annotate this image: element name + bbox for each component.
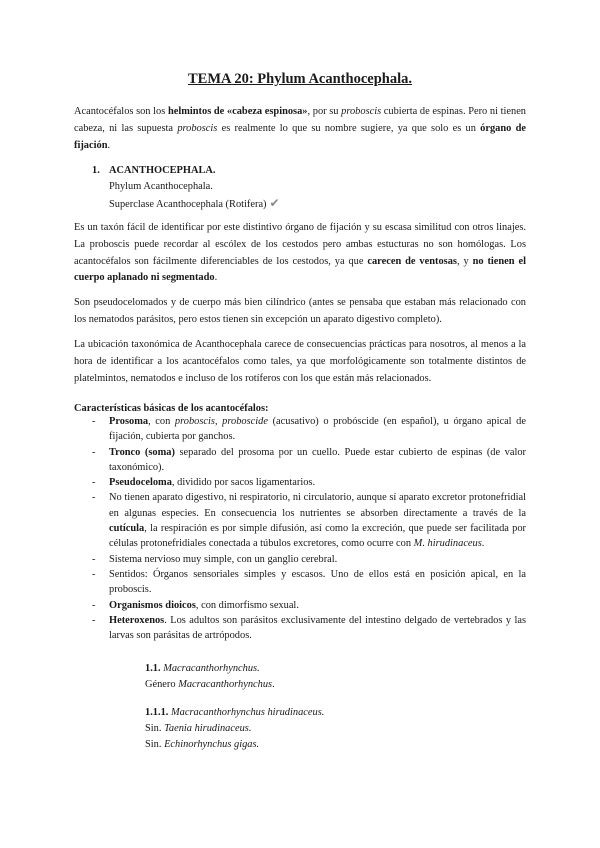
features-list bbox=[92, 414, 526, 643]
item-italic: M. hirudinaceus bbox=[413, 538, 482, 550]
subsection-heading bbox=[145, 661, 275, 677]
intro-text: . bbox=[107, 139, 111, 151]
checkmark-icon: ✔ bbox=[269, 196, 280, 211]
list-item bbox=[92, 567, 526, 598]
section-title: ACANTHOCEPHALA. bbox=[109, 165, 216, 176]
item-bold: Heteroxenos bbox=[109, 614, 165, 626]
item-text: , con bbox=[148, 416, 175, 427]
bullet-dash: - bbox=[92, 416, 96, 427]
list-item bbox=[92, 414, 526, 445]
genus-line bbox=[145, 677, 275, 693]
para-text: , y bbox=[456, 255, 473, 267]
list-item bbox=[92, 445, 526, 476]
list-item bbox=[92, 613, 526, 644]
subsection-name: Macracanthorhynchus. bbox=[163, 663, 260, 674]
para-text: Es un taxón fácil de identificar por este distintivo órgano de fijación y su escasa similitud con otros linajes. La proboscis puede recordar al escólex de los cestodos pero ambas estucturas no son homólogas. Los acantocéfalos son fácilmente diferenciables de los cestodos, ya que bbox=[74, 222, 526, 267]
genus-suffix: . bbox=[272, 679, 275, 690]
bullet-dash: - bbox=[92, 477, 96, 489]
para-text: . bbox=[214, 272, 218, 284]
item-bold: Prosoma bbox=[109, 416, 149, 427]
subsection-number: 1.1.1. bbox=[145, 707, 169, 718]
intro-paragraph bbox=[74, 104, 526, 154]
synonym-name: Echinorhynchus gigas. bbox=[164, 739, 260, 750]
genus-prefix: Género bbox=[145, 679, 179, 690]
intro-text: cubierta de espinas. Pero ni tienen cabeza, ni las supuesta bbox=[74, 106, 526, 134]
intro-bold: helmintos de «cabeza espinosa» bbox=[167, 106, 308, 117]
item-text: . Los adultos son parásitos exclusivamente del intestino delgado de vertebrados y las larvas son parásitas de artrópodos. bbox=[109, 614, 526, 642]
section-heading bbox=[92, 163, 216, 179]
section-number: 1. bbox=[92, 165, 100, 176]
subsection-species bbox=[145, 705, 324, 753]
taxonomy-text: Superclase Acanthocephala (Rotifera) bbox=[109, 199, 267, 211]
paragraph-taxonomy: La ubicación taxonómica de Acanthocephala carece de consecuencias prácticas para nosotros, al menos a la hora de identificar a los acantocéfalos como tales, ya que morfológicamente son totalmente distintos de platelmintos, nematodos e incluso de los rotíferos con los que están más relacionados. bbox=[74, 339, 526, 384]
list-item bbox=[92, 552, 526, 567]
subsection-name: Macracanthorhynchus hirudinaceus. bbox=[171, 707, 325, 718]
item-bold: Pseudoceloma bbox=[109, 477, 172, 489]
para-bold: no tienen el cuerpo aplanado ni segmentado bbox=[74, 255, 526, 284]
list-item bbox=[92, 475, 526, 490]
item-italic: proboscis bbox=[174, 416, 215, 427]
item-text: Sentidos: Órganos sensoriales simples y escasos. Uno de ellos está en posición apical, en la proboscis. bbox=[109, 568, 526, 596]
synonym-prefix: Sin. bbox=[145, 723, 165, 734]
item-text: separado del prosoma por un cuello. Puede estar cubierto de espinas (de valor taxonómico). bbox=[109, 446, 526, 473]
item-text: , la respiración es por simple difusión, así como la excreción, que puede ser facilitada por células protonefridiales conectada a túbulos excretores, como ocurre con bbox=[109, 523, 526, 550]
subsection-heading bbox=[145, 705, 324, 721]
item-text: Sistema nervioso muy simple, con un ganglio cerebral. bbox=[109, 553, 338, 565]
list-item bbox=[92, 598, 526, 613]
item-bold: Organismos dioicos bbox=[109, 599, 196, 611]
subsection-number: 1.1. bbox=[145, 663, 161, 674]
features-title: Características básicas de los acantocéfalos: bbox=[74, 403, 269, 414]
paragraph-pseudocoelom: Son pseudocelomados y de cuerpo más bien cilíndrico (antes se pensaba que estaban más relacionado con los nematodos parásitos, pero estos tienen sin excepción un aparato digestivo completo). bbox=[74, 297, 526, 325]
bullet-dash: - bbox=[92, 599, 96, 611]
item-text: , bbox=[214, 416, 223, 427]
intro-bold: órgano de fijación bbox=[74, 122, 526, 151]
synonym-line bbox=[145, 737, 324, 753]
taxonomy-line bbox=[109, 195, 280, 213]
synonym-prefix: Sin. bbox=[145, 739, 165, 750]
item-bold: Tronco (soma) bbox=[109, 446, 175, 458]
paragraph-identification bbox=[74, 220, 526, 287]
intro-italic: proboscis bbox=[341, 106, 382, 117]
bullet-dash: - bbox=[92, 553, 96, 565]
subsection-genus bbox=[145, 661, 275, 693]
para-bold: carecen de ventosas bbox=[367, 255, 457, 267]
item-text: . bbox=[481, 538, 485, 550]
bullet-dash: - bbox=[92, 614, 96, 626]
bullet-dash: - bbox=[92, 492, 96, 504]
item-text: , dividido por sacos ligamentarios. bbox=[171, 477, 316, 489]
intro-italic: proboscis bbox=[177, 122, 218, 134]
item-bold: cutícula bbox=[109, 523, 145, 535]
taxonomy-line: Phylum Acanthocephala. bbox=[109, 181, 213, 192]
intro-text: , por su bbox=[307, 106, 342, 117]
bullet-dash: - bbox=[92, 568, 96, 580]
item-text: No tienen aparato digestivo, ni respiratorio, ni circulatorio, aunque sí aparato excretor protonefridial en algunas especies. En consecuencia los nutrientes se absorben directamente a través de la bbox=[109, 492, 526, 519]
page-title: TEMA 20: Phylum Acanthocephala. bbox=[188, 71, 412, 87]
intro-text: Acantocéfalos son los bbox=[74, 106, 168, 117]
synonym-name: Taenia hirudinaceus. bbox=[164, 723, 252, 734]
synonym-line bbox=[145, 721, 324, 737]
list-item bbox=[92, 490, 526, 551]
item-text: , con dimorfismo sexual. bbox=[195, 599, 299, 611]
intro-text: es realmente lo que su nombre sugiere, ya que solo es un bbox=[217, 122, 481, 134]
item-italic: proboscide bbox=[222, 416, 268, 427]
item-text: (acusativo) o probóscide (en español), u órgano apical de fijación, cubierta por ganchos. bbox=[109, 416, 526, 443]
section-taxonomy bbox=[109, 179, 280, 214]
bullet-dash: - bbox=[92, 446, 96, 458]
genus-name: Macracanthorhynchus bbox=[178, 679, 273, 690]
